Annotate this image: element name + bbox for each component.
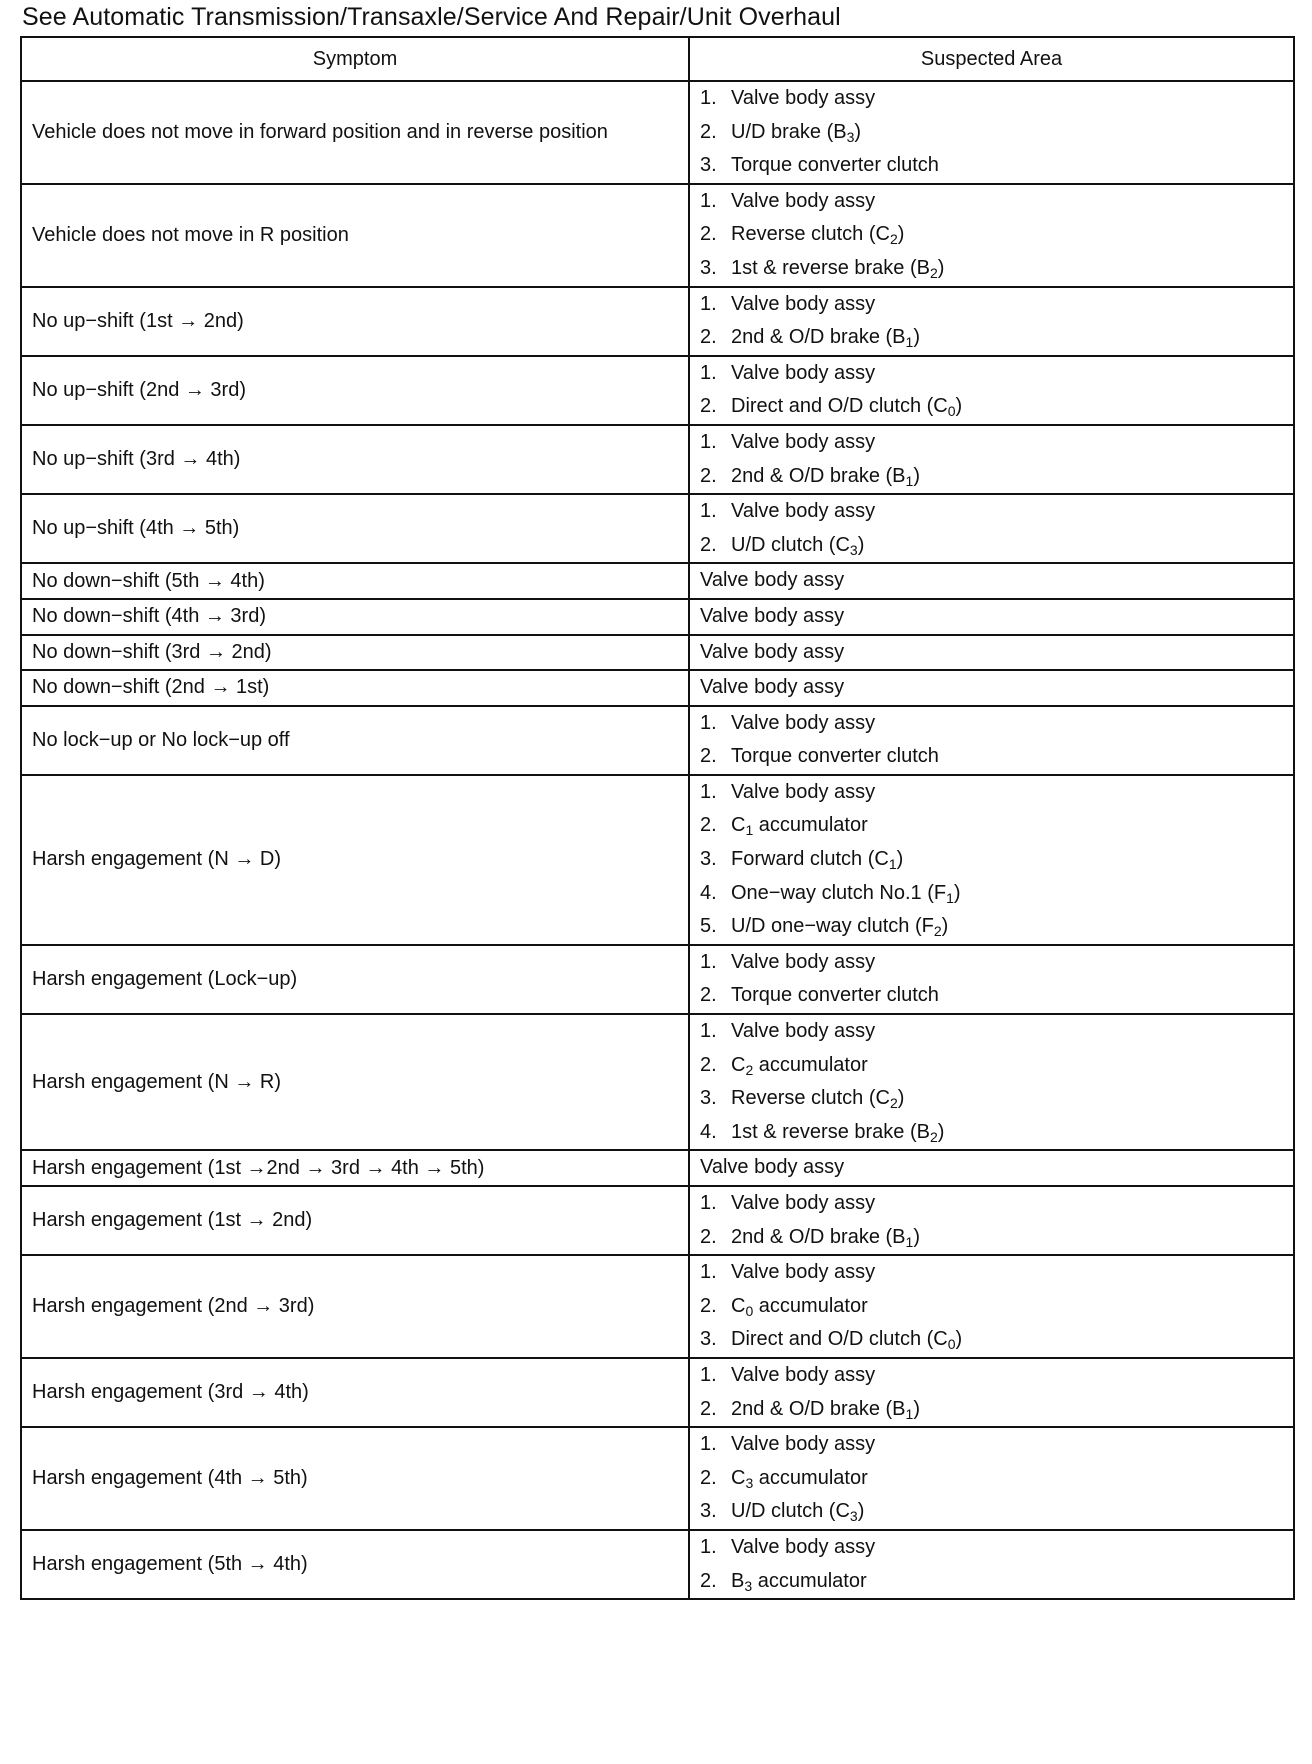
- item-text: Direct and O/D clutch (C: [731, 395, 948, 418]
- suspected-area-item: [700, 1531, 1283, 1565]
- item-subscript: 1: [905, 1405, 914, 1422]
- item-subscript: 3: [745, 1474, 754, 1491]
- item-number: 3.: [700, 1328, 717, 1351]
- table-header-row: [21, 37, 1294, 81]
- symptom-cell: No up−shift (4th → 5th): [21, 494, 689, 563]
- item-text: C: [731, 1294, 746, 1317]
- suspected-area-cell: [689, 1427, 1294, 1530]
- table-row: [21, 184, 1294, 287]
- item-text: Valve body assy: [731, 87, 876, 109]
- suspected-area-cell: [689, 1014, 1294, 1150]
- item-number: 1.: [700, 430, 717, 453]
- item-suffix: ): [913, 464, 920, 487]
- item-subscript: 0: [947, 403, 956, 420]
- suspected-area-item: [700, 1290, 1283, 1324]
- item-subscript: 2: [745, 1061, 754, 1078]
- item-subscript: 3: [849, 1508, 858, 1525]
- item-text: Torque converter clutch: [731, 745, 939, 768]
- table-row: [21, 287, 1294, 356]
- suspected-area-item: [700, 1393, 1283, 1427]
- item-text: Torque converter clutch: [731, 154, 939, 177]
- suspected-area-item: [700, 946, 1283, 980]
- item-number: 2.: [700, 223, 717, 246]
- suspected-area-item: [700, 1116, 1283, 1150]
- suspected-area-cell: [689, 356, 1294, 425]
- table-row: [21, 494, 1294, 563]
- suspected-area-cell: [689, 635, 1294, 671]
- suspected-area-cell: [689, 945, 1294, 1014]
- item-suffix: ): [953, 881, 961, 904]
- suspected-area-cell: [689, 563, 1294, 599]
- item-text: Valve body assy: [731, 430, 876, 453]
- symptom-cell: Harsh engagement (3rd → 4th): [21, 1358, 689, 1427]
- suspected-area-item: [700, 1495, 1283, 1529]
- suspected-area-item: [700, 149, 1283, 183]
- suspected-area-item: [700, 671, 1283, 705]
- item-number: 2.: [700, 984, 717, 1007]
- item-suffix: ): [955, 395, 963, 418]
- item-suffix: accumulator: [753, 1053, 868, 1076]
- item-text: Valve body assy: [700, 676, 845, 699]
- suspected-area-cell: [689, 1358, 1294, 1427]
- item-subscript: 1: [745, 822, 754, 839]
- item-number: 2.: [700, 1466, 717, 1489]
- item-suffix: accumulator: [753, 814, 868, 837]
- suspected-area-cell: [689, 775, 1294, 945]
- item-suffix: accumulator: [753, 1466, 868, 1489]
- symptom-table: [20, 36, 1295, 1600]
- suspected-area-item: [700, 910, 1283, 944]
- suspected-area-item: [700, 564, 1283, 598]
- symptom-cell: Harsh engagement (4th → 5th): [21, 1427, 689, 1530]
- suspected-area-item: [700, 185, 1283, 219]
- suspected-area-item: [700, 252, 1283, 286]
- table-row: [21, 356, 1294, 425]
- symptom-cell: No lock−up or No lock−up off: [21, 706, 689, 775]
- table-body: [21, 81, 1294, 1599]
- item-number: 2.: [700, 395, 717, 418]
- item-subscript: 2: [889, 1095, 898, 1112]
- item-number: 3.: [700, 1087, 717, 1110]
- item-text: Reverse clutch (C: [731, 223, 890, 246]
- item-number: 1.: [700, 292, 717, 315]
- item-text: Valve body assy: [700, 640, 845, 663]
- item-number: 3.: [700, 848, 717, 871]
- item-text: B: [731, 1569, 745, 1592]
- item-number: 1.: [700, 500, 717, 523]
- suspected-area-item: [700, 843, 1283, 877]
- item-text: Valve body assy: [700, 1156, 845, 1179]
- item-number: 2.: [700, 120, 717, 143]
- item-text: C: [731, 1053, 746, 1076]
- item-subscript: 1: [905, 472, 914, 489]
- header-suspected-area: Suspected Area: [689, 37, 1294, 81]
- suspected-area-item: [700, 495, 1283, 529]
- item-number: 2.: [700, 326, 717, 349]
- suspected-area-item: [700, 877, 1283, 911]
- suspected-area-item: [700, 600, 1283, 634]
- suspected-area-item: [700, 809, 1283, 843]
- suspected-area-cell: [689, 1150, 1294, 1186]
- item-text: Valve body assy: [700, 604, 845, 627]
- suspected-area-item: [700, 288, 1283, 322]
- item-suffix: ): [913, 1225, 920, 1248]
- item-text: One−way clutch No.1 (F: [731, 881, 947, 904]
- table-row: [21, 1530, 1294, 1599]
- table-row: [21, 706, 1294, 775]
- item-number: 1.: [700, 1535, 717, 1558]
- item-text: 2nd & O/D brake (B: [731, 464, 906, 487]
- symptom-cell: No up−shift (3rd → 4th): [21, 425, 689, 494]
- item-text: C: [731, 1466, 746, 1489]
- symptom-cell: No down−shift (4th → 3rd): [21, 599, 689, 635]
- item-text: Valve body assy: [731, 1020, 876, 1043]
- symptom-cell: Harsh engagement (1st →2nd → 3rd → 4th → 5th): [21, 1150, 689, 1186]
- suspected-area-cell: [689, 706, 1294, 775]
- item-text: C: [731, 814, 746, 837]
- item-text: Reverse clutch (C: [731, 1087, 890, 1110]
- item-text: Valve body assy: [731, 950, 876, 973]
- item-text: Valve body assy: [731, 500, 876, 523]
- item-subscript: 3: [744, 1577, 753, 1594]
- item-text: U/D clutch (C: [731, 1500, 850, 1523]
- suspected-area-item: [700, 529, 1283, 563]
- item-number: 2.: [700, 1397, 717, 1420]
- table-row: [21, 1358, 1294, 1427]
- table-row: [21, 1255, 1294, 1358]
- item-suffix: ): [937, 256, 945, 279]
- item-text: Valve body assy: [700, 569, 845, 592]
- table-row: [21, 1014, 1294, 1150]
- item-number: 2.: [700, 745, 717, 768]
- item-text: 2nd & O/D brake (B: [731, 326, 906, 349]
- symptom-cell: Harsh engagement (1st → 2nd): [21, 1186, 689, 1255]
- suspected-area-item: [700, 707, 1283, 741]
- item-suffix: accumulator: [753, 1294, 868, 1317]
- item-text: U/D brake (B: [731, 120, 847, 143]
- item-number: 1.: [700, 950, 717, 973]
- item-subscript: 1: [905, 1233, 914, 1250]
- item-text: U/D one−way clutch (F: [731, 915, 934, 938]
- item-number: 2.: [700, 1053, 717, 1076]
- symptom-cell: No down−shift (2nd → 1st): [21, 670, 689, 706]
- item-suffix: ): [897, 1087, 905, 1110]
- item-suffix: ): [913, 326, 920, 349]
- item-number: 2.: [700, 1225, 717, 1248]
- suspected-area-item: [700, 1462, 1283, 1496]
- suspected-area-cell: [689, 81, 1294, 184]
- symptom-cell: Vehicle does not move in R position: [21, 184, 689, 287]
- item-number: 1.: [700, 1433, 717, 1456]
- item-text: 2nd & O/D brake (B: [731, 1225, 906, 1248]
- item-number: 2.: [700, 464, 717, 487]
- item-text: 1st & reverse brake (B: [731, 256, 930, 279]
- item-number: 2.: [700, 1294, 717, 1317]
- symptom-cell: Harsh engagement (N → D): [21, 775, 689, 945]
- symptom-cell: Vehicle does not move in forward position and in reverse position: [21, 81, 689, 184]
- suspected-area-item: [700, 1187, 1283, 1221]
- table-row: [21, 563, 1294, 599]
- item-text: Forward clutch (C: [731, 848, 889, 871]
- header-symptom: Symptom: [21, 37, 689, 81]
- table-row: [21, 670, 1294, 706]
- item-number: 5.: [700, 915, 717, 938]
- symptom-cell: Harsh engagement (5th → 4th): [21, 1530, 689, 1599]
- suspected-area-item: [700, 321, 1283, 355]
- suspected-area-cell: [689, 287, 1294, 356]
- item-text: U/D clutch (C: [731, 533, 850, 556]
- item-number: 3.: [700, 154, 717, 177]
- item-subscript: 2: [933, 923, 942, 940]
- item-suffix: ): [913, 1397, 920, 1420]
- item-subscript: 2: [929, 264, 938, 281]
- item-number: 1.: [700, 1261, 717, 1284]
- suspected-area-item: [700, 1359, 1283, 1393]
- page-title: See Automatic Transmission/Transaxle/Service And Repair/Unit Overhaul: [22, 3, 841, 31]
- suspected-area-item: [700, 1221, 1283, 1255]
- suspected-area-cell: [689, 494, 1294, 563]
- suspected-area-item: [700, 1151, 1283, 1185]
- item-text: Valve body assy: [731, 1261, 876, 1284]
- item-suffix: accumulator: [752, 1569, 867, 1592]
- item-text: 2nd & O/D brake (B: [731, 1397, 906, 1420]
- suspected-area-item: [700, 426, 1283, 460]
- item-text: Direct and O/D clutch (C: [731, 1328, 948, 1351]
- suspected-area-cell: [689, 425, 1294, 494]
- item-number: 1.: [700, 189, 717, 212]
- symptom-cell: No down−shift (3rd → 2nd): [21, 635, 689, 671]
- item-number: 3.: [700, 256, 717, 279]
- item-text: 1st & reverse brake (B: [731, 1120, 930, 1143]
- item-number: 1.: [700, 780, 717, 803]
- suspected-area-item: [700, 357, 1283, 391]
- item-suffix: ): [896, 848, 904, 871]
- item-number: 1.: [700, 1192, 717, 1214]
- item-number: 4.: [700, 1120, 717, 1143]
- suspected-area-item: [700, 636, 1283, 670]
- symptom-cell: No up−shift (1st → 2nd): [21, 287, 689, 356]
- table-row: [21, 1186, 1294, 1255]
- item-subscript: 2: [889, 231, 898, 248]
- suspected-area-item: [700, 218, 1283, 252]
- suspected-area-cell: [689, 184, 1294, 287]
- item-subscript: 1: [905, 334, 914, 351]
- suspected-area-item: [700, 1565, 1283, 1599]
- suspected-area-cell: [689, 1186, 1294, 1255]
- item-subscript: 1: [946, 889, 954, 906]
- item-number: 1.: [700, 1363, 717, 1386]
- item-subscript: 3: [846, 128, 855, 145]
- item-text: Valve body assy: [731, 189, 876, 212]
- table-row: [21, 425, 1294, 494]
- item-number: 4.: [700, 881, 717, 904]
- suspected-area-item: [700, 979, 1283, 1013]
- suspected-area-item: [700, 1323, 1283, 1357]
- item-text: Torque converter clutch: [731, 984, 939, 1007]
- suspected-area-item: [700, 776, 1283, 810]
- table-row: [21, 1427, 1294, 1530]
- item-suffix: ): [955, 1328, 963, 1351]
- symptom-cell: No down−shift (5th → 4th): [21, 563, 689, 599]
- item-suffix: ): [854, 120, 862, 143]
- item-number: 1.: [700, 1020, 717, 1043]
- table-row: [21, 599, 1294, 635]
- suspected-area-cell: [689, 1530, 1294, 1599]
- item-suffix: ): [941, 915, 949, 938]
- item-text: Valve body assy: [731, 1192, 876, 1214]
- table-row: [21, 635, 1294, 671]
- item-suffix: ): [857, 1500, 865, 1523]
- suspected-area-item: [700, 116, 1283, 150]
- suspected-area-item: [700, 1256, 1283, 1290]
- item-number: 3.: [700, 1500, 717, 1523]
- suspected-area-cell: [689, 599, 1294, 635]
- suspected-area-cell: [689, 1255, 1294, 1358]
- suspected-area-item: [700, 1015, 1283, 1049]
- item-number: 2.: [700, 1569, 717, 1592]
- suspected-area-item: [700, 740, 1283, 774]
- table-row: [21, 945, 1294, 1014]
- suspected-area-item: [700, 1049, 1283, 1083]
- symptom-cell: Harsh engagement (Lock−up): [21, 945, 689, 1014]
- item-text: Valve body assy: [731, 1433, 876, 1456]
- item-number: 1.: [700, 711, 717, 734]
- table-row: [21, 775, 1294, 945]
- item-text: Valve body assy: [731, 361, 876, 384]
- item-number: 1.: [700, 87, 717, 109]
- item-subscript: 0: [947, 1336, 956, 1353]
- item-subscript: 0: [745, 1302, 754, 1319]
- item-text: Valve body assy: [731, 1535, 876, 1558]
- suspected-area-item: [700, 82, 1283, 116]
- suspected-area-cell: [689, 670, 1294, 706]
- item-subscript: 3: [849, 541, 858, 558]
- item-text: Valve body assy: [731, 292, 876, 315]
- item-number: 1.: [700, 361, 717, 384]
- suspected-area-item: [700, 1428, 1283, 1462]
- item-text: Valve body assy: [731, 780, 876, 803]
- symptom-cell: No up−shift (2nd → 3rd): [21, 356, 689, 425]
- item-suffix: ): [897, 223, 905, 246]
- table-row: [21, 1150, 1294, 1186]
- suspected-area-item: [700, 460, 1283, 494]
- item-suffix: ): [857, 533, 865, 556]
- item-text: Valve body assy: [731, 711, 876, 734]
- item-subscript: 2: [929, 1128, 938, 1145]
- item-text: Valve body assy: [731, 1363, 876, 1386]
- item-suffix: ): [937, 1120, 945, 1143]
- suspected-area-item: [700, 1082, 1283, 1116]
- table-row: [21, 81, 1294, 184]
- item-subscript: 1: [888, 856, 897, 873]
- symptom-cell: Harsh engagement (2nd → 3rd): [21, 1255, 689, 1358]
- symptom-cell: Harsh engagement (N → R): [21, 1014, 689, 1150]
- item-number: 2.: [700, 814, 717, 837]
- item-number: 2.: [700, 533, 717, 556]
- suspected-area-item: [700, 390, 1283, 424]
